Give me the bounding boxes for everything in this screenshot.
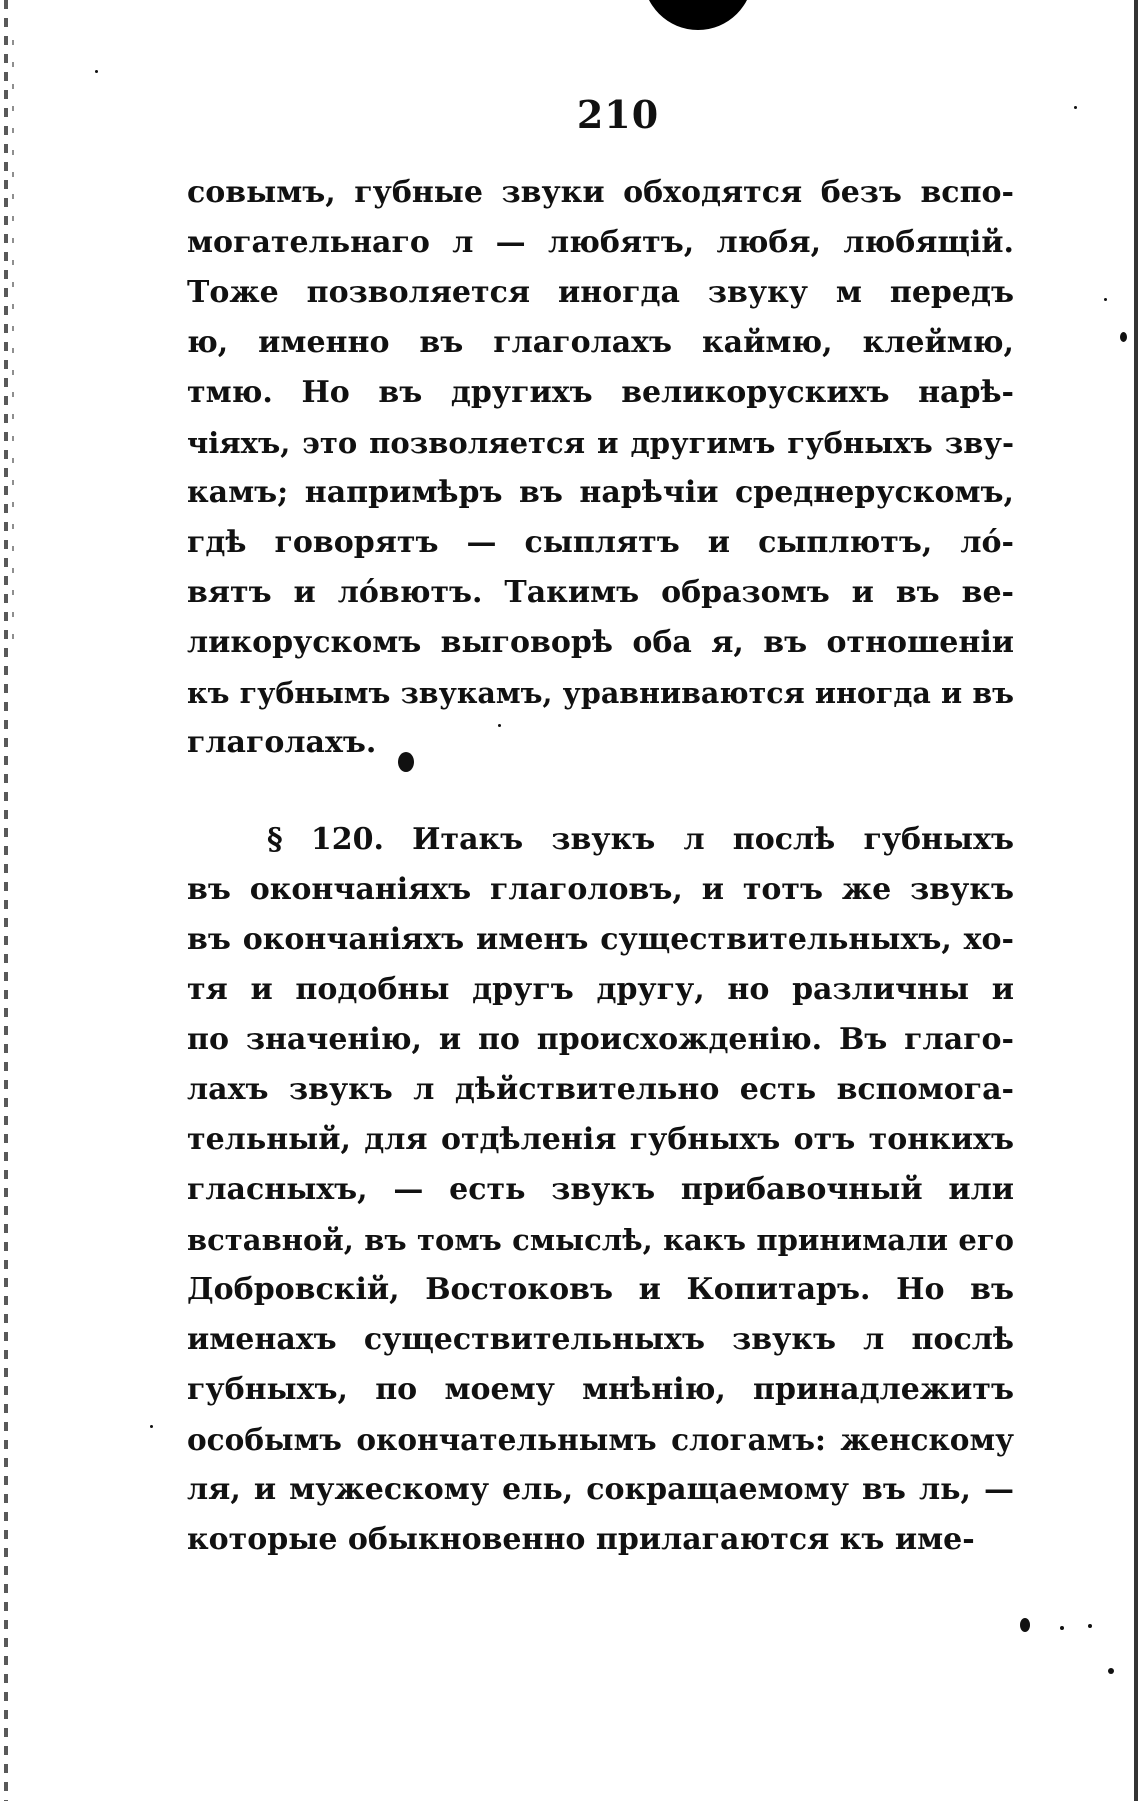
paragraph-2	[187, 815, 1014, 1565]
scan-speck	[1120, 332, 1127, 342]
scan-speck	[1104, 298, 1107, 301]
text-line: именахъ существительныхъ звукъ л послѣ	[187, 1322, 1014, 1357]
text-line: къ губнымъ звукамъ, уравниваются иногда и въ	[187, 676, 1014, 710]
text-line: Добровскій, Востоковъ и Копитаръ. Но въ	[187, 1272, 1014, 1307]
text-line: вятъ и лóвютъ. Такимъ образомъ и въ ве-	[187, 575, 1014, 610]
ink-blot	[643, 0, 753, 30]
text-line: тя и подобны другъ другу, но различны и	[187, 972, 1014, 1007]
text-line: § 120. Итакъ звукъ л послѣ губныхъ	[267, 822, 1014, 857]
scan-speck	[95, 70, 98, 73]
text-line: Тоже позволяется иногда звуку м передъ	[187, 275, 1014, 310]
scan-speck	[1020, 1618, 1030, 1632]
text-line: вставной, въ томъ смыслѣ, какъ принимали его	[187, 1223, 1014, 1257]
text-line: камъ; напримѣръ въ нарѣчіи среднерускомъ,	[187, 475, 1014, 510]
scan-speck	[1108, 1668, 1114, 1674]
text-line: которые обыкновенно прилагаются къ име-	[187, 1522, 975, 1557]
text-line: совымъ, губные звуки обходятся безъ вспо-	[187, 175, 1014, 210]
text-line: гласныхъ, — есть звукъ прибавочный или	[187, 1172, 1014, 1207]
scan-speck	[398, 752, 414, 772]
scan-speck	[1074, 106, 1077, 109]
scan-speck	[150, 1425, 153, 1428]
text-line: въ окончаніяхъ именъ существительныхъ, хо-	[187, 922, 1014, 957]
paragraph-1	[187, 168, 1014, 768]
page-edge-right	[1134, 0, 1138, 1801]
text-line: тмю. Но въ другихъ великорускихъ нарѣ-	[187, 375, 1014, 410]
text-line: особымъ окончательнымъ слогамъ: женскому	[187, 1422, 1014, 1457]
text-line: гдѣ говорятъ — сыплятъ и сыплютъ, лó-	[187, 525, 1014, 560]
text-line: лахъ звукъ л дѣйствительно есть вспомога-	[187, 1072, 1014, 1107]
page-number: 210	[576, 92, 660, 137]
text-line: могательнаго л — любятъ, любя, любящій.	[187, 225, 1014, 260]
text-line: ю, именно въ глаголахъ каймю, клеймю,	[187, 325, 1014, 360]
text-line: тельный, для отдѣленія губныхъ отъ тонкихъ	[187, 1122, 1014, 1157]
scan-speck	[1060, 1626, 1064, 1630]
text-line: ликорускомъ выговорѣ оба я, въ отношеніи	[187, 625, 1014, 660]
text-line: губныхъ, по моему мнѣнію, принадлежитъ	[187, 1372, 1014, 1407]
text-line: по значенію, и по происхожденію. Въ глаго-	[187, 1022, 1014, 1057]
scan-speck	[498, 724, 501, 727]
text-line: ля, и мужескому ель, сокращаемому въ ль, —	[187, 1472, 1014, 1507]
text-line: чіяхъ, это позволяется и другимъ губныхъ зву-	[187, 426, 1014, 460]
scan-speck	[1088, 1624, 1092, 1628]
text-line: глаголахъ.	[187, 725, 377, 760]
page-edge-left	[4, 0, 8, 1801]
text-line: въ окончаніяхъ глаголовъ, и тотъ же звукъ	[187, 872, 1014, 907]
